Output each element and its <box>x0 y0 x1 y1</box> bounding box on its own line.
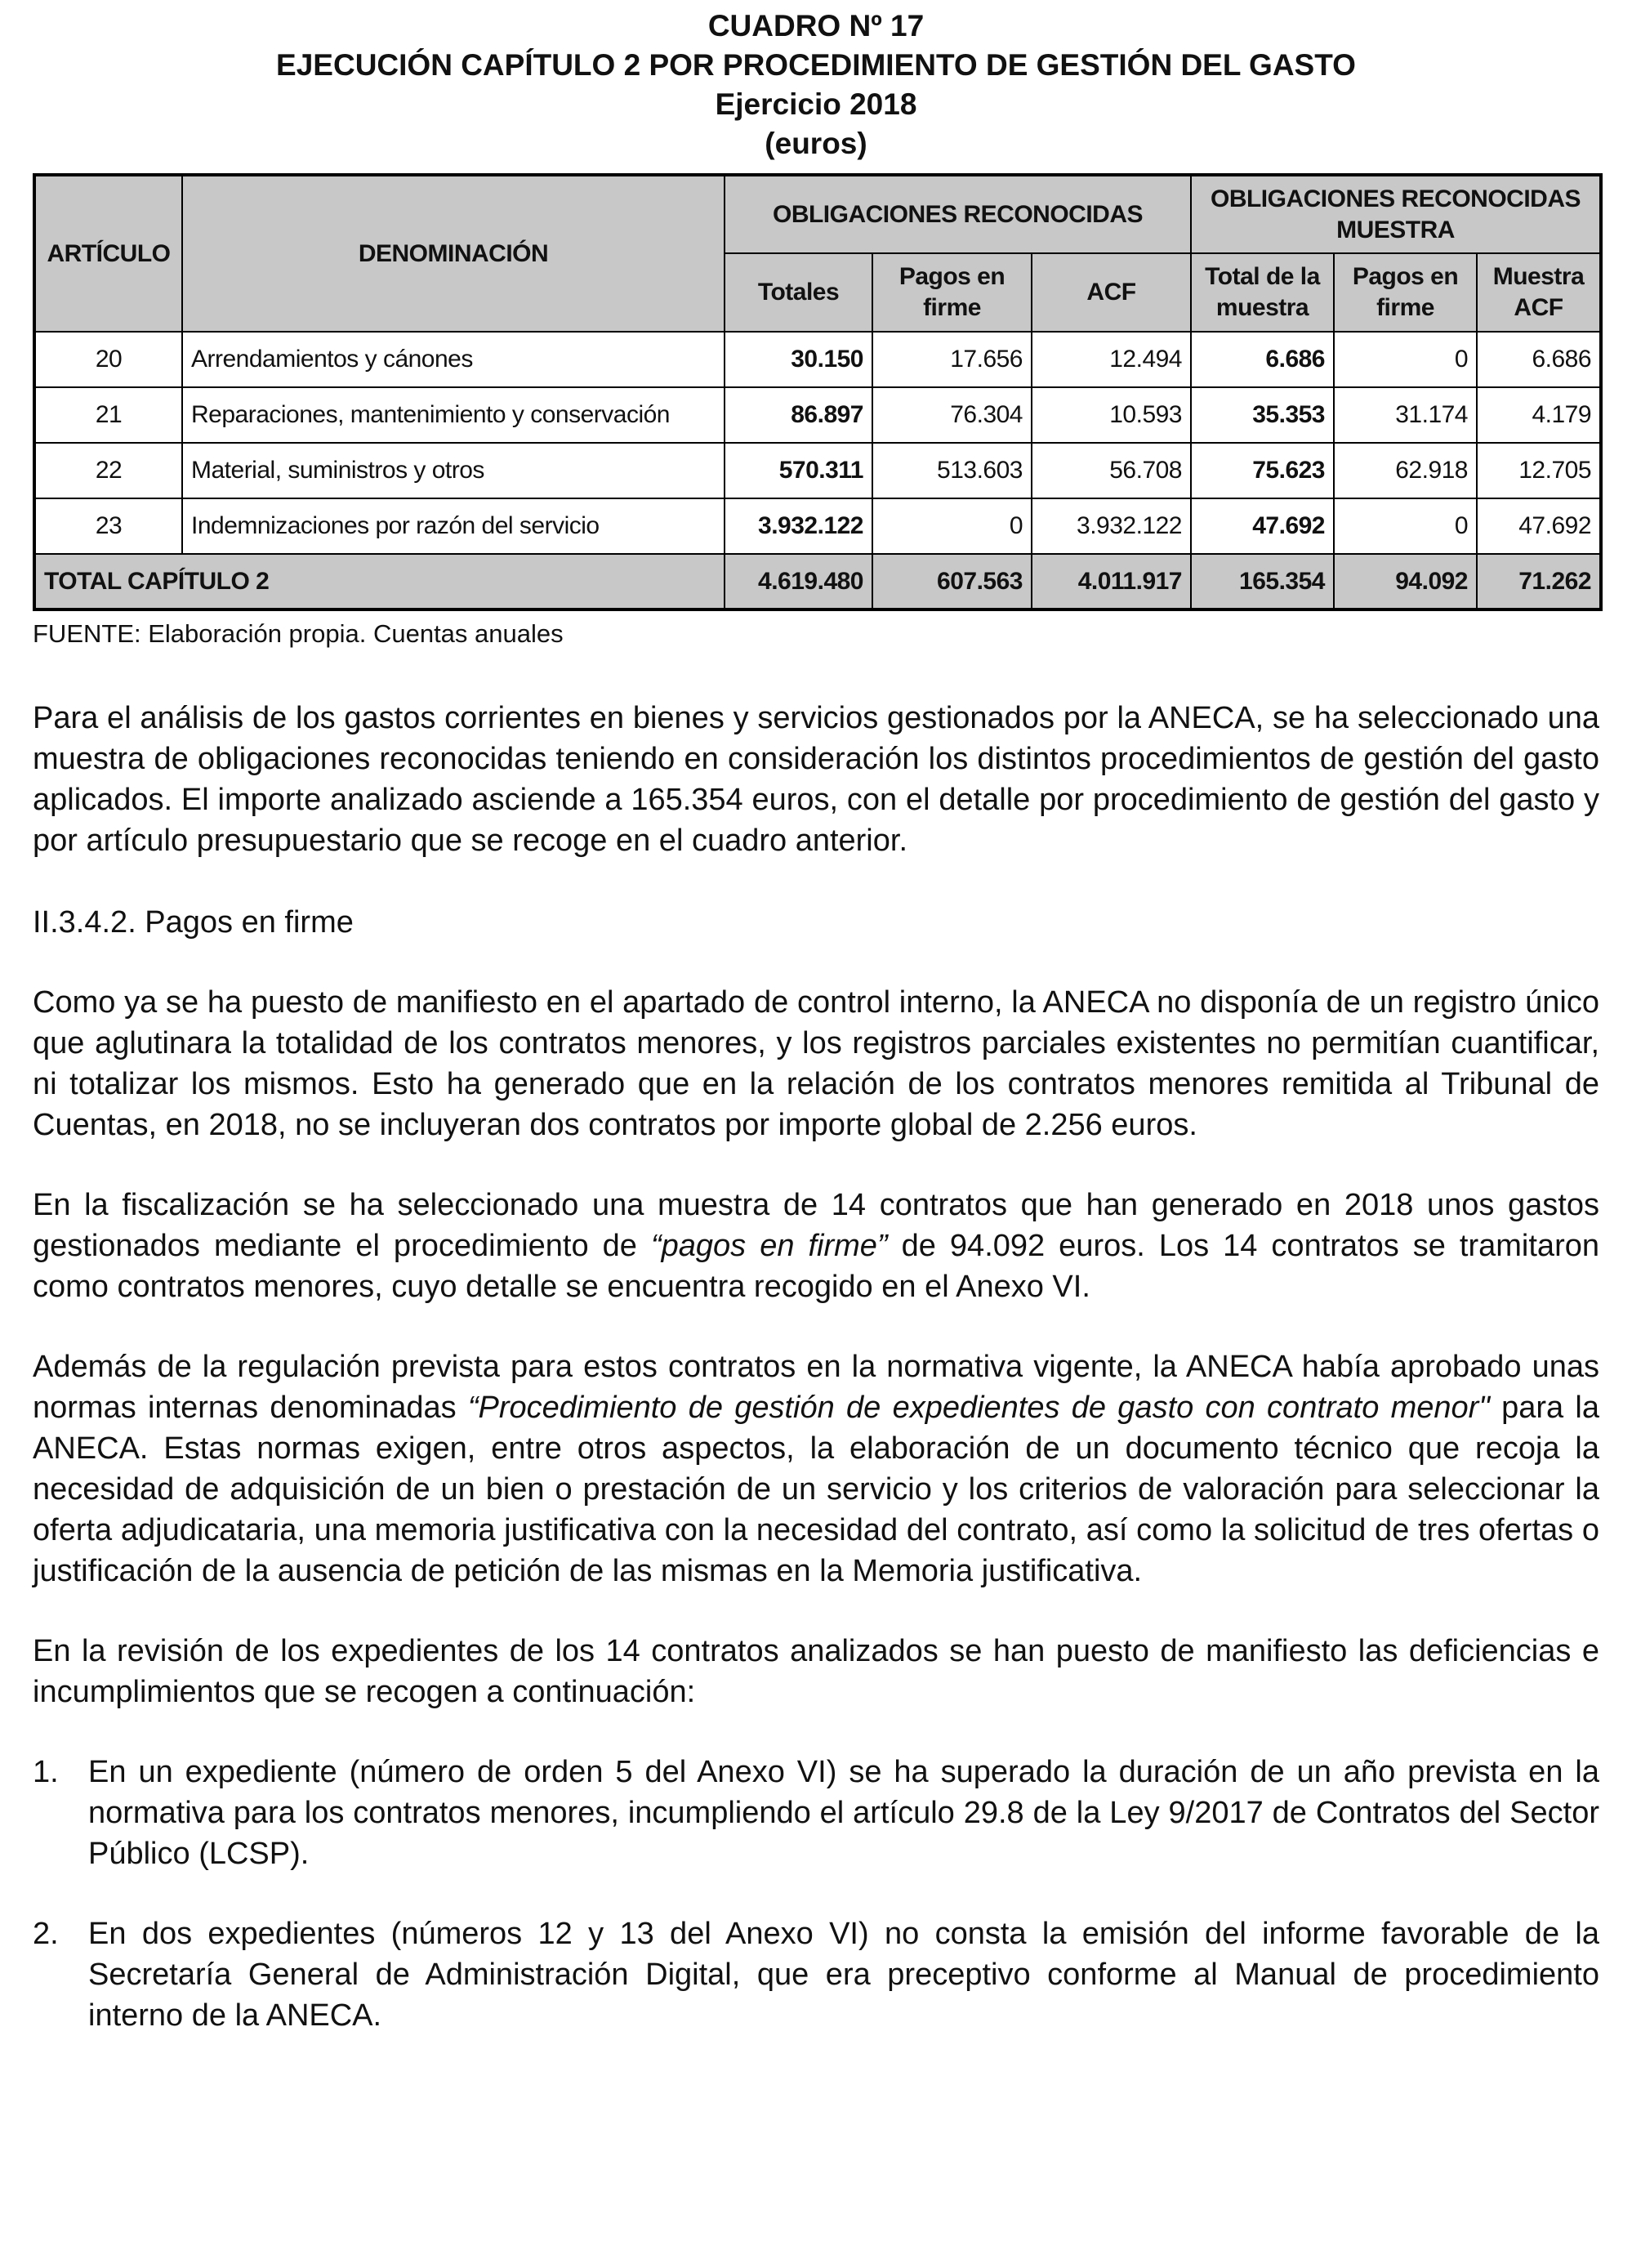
cell-totales: 30.150 <box>725 332 872 387</box>
section-heading: II.3.4.2. Pagos en firme <box>33 905 354 940</box>
table-row <box>34 332 1601 387</box>
paragraph: En la revisión de los expedientes de los 14 contratos analizados se han puesto de manifiesto las deficiencias e incumplimientos que se recogen a continuación: <box>33 1634 1599 1709</box>
header-total-muestra: Total de la muestra <box>1191 253 1334 332</box>
table-row <box>34 498 1601 554</box>
cell-total-muestra: 35.353 <box>1191 387 1334 443</box>
cell-pagos: 513.603 <box>872 443 1032 498</box>
table-source-note: FUENTE: Elaboración propia. Cuentas anuales <box>33 619 564 648</box>
header-obligaciones: OBLIGACIONES RECONOCIDAS <box>725 175 1191 253</box>
cell-acf: 3.932.122 <box>1032 498 1191 554</box>
cell-total-muestra: 75.623 <box>1191 443 1334 498</box>
list-item-text: En un expediente (número de orden 5 del Anexo VI) se ha superado la duración de un año prevista en la normativa para los contratos menores, incumpliendo el artículo 29.8 de la Ley 9/2017 de Contratos del Sector Público (LCSP). <box>88 1755 1599 1871</box>
cell-totales: 570.311 <box>725 443 872 498</box>
table-unit: (euros) <box>765 127 867 160</box>
cell-denominacion: Arrendamientos y cánones <box>182 332 725 387</box>
list-item <box>33 1913 1599 2036</box>
paragraph-text: Además de la regulación prevista para estos contratos en la normativa vigente, la ANECA había aprobado unas normas internas denominadas <box>33 1350 1599 1425</box>
list-item-text: En dos expedientes (números 12 y 13 del Anexo VI) no consta la emisión del informe favorable de la Secretaría General de Administración Digital, que era preceptivo conforme al Manual de procedimiento interno de la ANECA. <box>88 1917 1599 2033</box>
total-pagos-muestra: 94.092 <box>1334 554 1477 609</box>
cell-muestra-acf: 47.692 <box>1477 498 1601 554</box>
cell-muestra-acf: 12.705 <box>1477 443 1601 498</box>
header-denominacion: DENOMINACIÓN <box>182 175 725 332</box>
header-pagos-firme-muestra: Pagos en firme <box>1334 253 1477 332</box>
cell-denominacion: Reparaciones, mantenimiento y conservación <box>182 387 725 443</box>
cell-articulo: 23 <box>34 498 182 554</box>
list-marker: 2. <box>33 1917 59 1951</box>
total-label: TOTAL CAPÍTULO 2 <box>34 554 725 609</box>
list-item <box>33 1752 1599 1874</box>
cell-acf: 10.593 <box>1032 387 1191 443</box>
table-year: Ejercicio 2018 <box>715 87 917 121</box>
total-acf: 4.011.917 <box>1032 554 1191 609</box>
cell-pagos: 0 <box>872 498 1032 554</box>
paragraph-text: de 94.092 euros. Los 14 contratos se tramitaron como contratos menores, cuyo detalle se encuentra recogido en el Anexo VI. <box>33 1229 1599 1304</box>
cell-muestra-acf: 6.686 <box>1477 332 1601 387</box>
emphasis-text: “Procedimiento de gestión de expedientes de gasto con contrato menor" <box>467 1391 1490 1425</box>
table-title: EJECUCIÓN CAPÍTULO 2 POR PROCEDIMIENTO DE GESTIÓN DEL GASTO <box>276 48 1356 82</box>
cell-total-muestra: 47.692 <box>1191 498 1334 554</box>
cell-pagos: 17.656 <box>872 332 1032 387</box>
cell-pagos: 76.304 <box>872 387 1032 443</box>
document-page <box>33 7 1599 2036</box>
total-pagos: 607.563 <box>872 554 1032 609</box>
cell-totales: 86.897 <box>725 387 872 443</box>
total-totales: 4.619.480 <box>725 554 872 609</box>
header-obligaciones-muestra: OBLIGACIONES RECONOCIDAS MUESTRA <box>1191 175 1601 253</box>
cell-pagos-muestra: 0 <box>1334 498 1477 554</box>
cell-articulo: 21 <box>34 387 182 443</box>
paragraph: Para el análisis de los gastos corrientes en bienes y servicios gestionados por la ANECA, se ha seleccionado una muestra de obligaciones reconocidas teniendo en consideración los distintos procedimientos de gestión del gasto aplicados. El importe analizado asciende a 165.354 euros, con el detalle por procedimiento de gestión del gasto y por artículo presupuestario que se recoge en el cuadro anterior. <box>33 701 1599 858</box>
emphasis-text: “pagos en firme” <box>650 1229 888 1263</box>
paragraph-text: para la ANECA. Estas normas exigen, entre otros aspectos, la elaboración de un documento técnico que recoja la necesidad de adquisición de un bien o prestación de un servicio y los criterios de valoración para seleccionar la oferta adjudicataria, una memoria justificativa con la necesidad del contrato, así como la solicitud de tres ofertas o justificación de la ausencia de petición de las mismas en la Memoria justificativa. <box>33 1391 1600 1588</box>
cell-totales: 3.932.122 <box>725 498 872 554</box>
body-text <box>33 698 1599 2036</box>
table-number: CUADRO Nº 17 <box>707 9 925 42</box>
paragraph <box>33 1185 1599 1307</box>
execution-table <box>33 173 1603 611</box>
paragraph <box>33 1346 1599 1592</box>
cell-acf: 12.494 <box>1032 332 1191 387</box>
cell-pagos-muestra: 62.918 <box>1334 443 1477 498</box>
cell-articulo: 22 <box>34 443 182 498</box>
header-acf: ACF <box>1032 253 1191 332</box>
total-muestra-acf: 71.262 <box>1477 554 1601 609</box>
table-row <box>34 387 1601 443</box>
findings-list <box>33 1752 1599 2036</box>
cell-muestra-acf: 4.179 <box>1477 387 1601 443</box>
list-marker: 1. <box>33 1755 59 1789</box>
cell-denominacion: Material, suministros y otros <box>182 443 725 498</box>
header-pagos-firme: Pagos en firme <box>872 253 1032 332</box>
table-row <box>34 443 1601 498</box>
table-title-block <box>33 7 1599 163</box>
paragraph-text: En la fiscalización se ha seleccionado una muestra de 14 contratos que han generado en 2018 unos gastos gestionados mediante el procedimiento de <box>33 1188 1599 1263</box>
total-total-muestra: 165.354 <box>1191 554 1334 609</box>
cell-denominacion: Indemnizaciones por razón del servicio <box>182 498 725 554</box>
paragraph: Como ya se ha puesto de manifiesto en el apartado de control interno, la ANECA no disponía de un registro único que aglutinara la totalidad de los contratos menores, y los registros parciales existentes no permitían cuantificar, ni totalizar los mismos. Esto ha generado que en la relación de los contratos menores remitida al Tribunal de Cuentas, en 2018, no se incluyeran dos contratos por importe global de 2.256 euros. <box>33 985 1599 1142</box>
cell-articulo: 20 <box>34 332 182 387</box>
header-muestra-acf: Muestra ACF <box>1477 253 1601 332</box>
cell-pagos-muestra: 0 <box>1334 332 1477 387</box>
header-totales: Totales <box>725 253 872 332</box>
cell-acf: 56.708 <box>1032 443 1191 498</box>
cell-total-muestra: 6.686 <box>1191 332 1334 387</box>
header-articulo: ARTÍCULO <box>34 175 182 332</box>
cell-pagos-muestra: 31.174 <box>1334 387 1477 443</box>
total-row <box>34 554 1601 609</box>
